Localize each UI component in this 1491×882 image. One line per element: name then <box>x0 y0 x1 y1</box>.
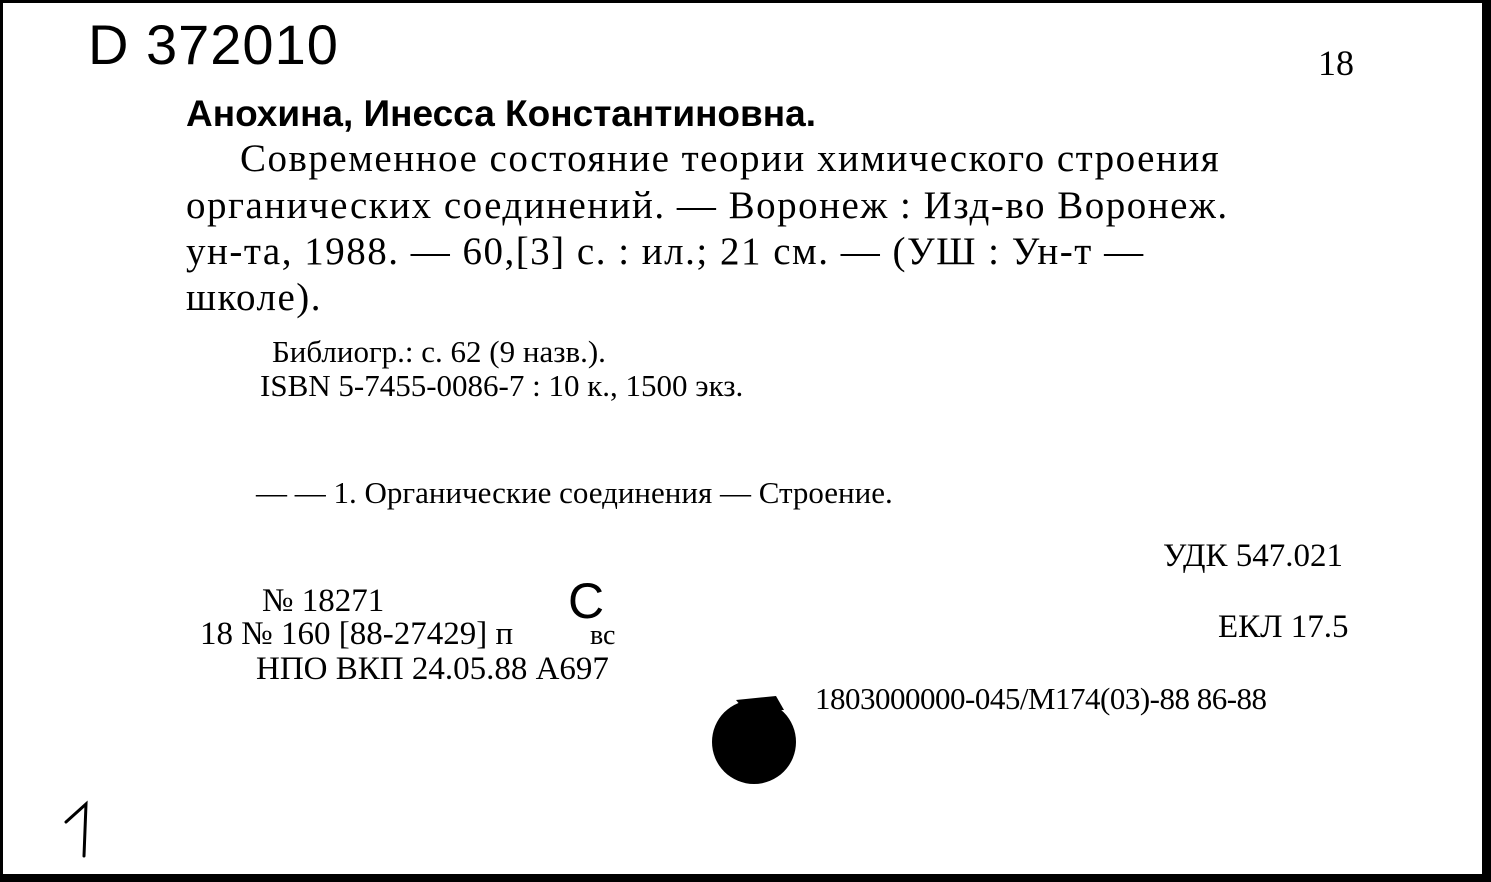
card-border-top <box>0 0 1491 3</box>
isbn-note: ISBN 5-7455-0086-7 : 10 к., 1500 экз. <box>260 368 744 403</box>
card-border-right <box>1482 0 1491 882</box>
accession-line-3: НПО ВКП 24.05.88 А697 <box>256 651 609 687</box>
udk-code: УДК 547.021 <box>1163 538 1344 574</box>
author-heading: Анохина, Инесса Константиновна. <box>186 93 816 134</box>
ink-blot-icon <box>706 690 802 784</box>
stamp-suffix: вс <box>590 620 616 651</box>
accession-line-1: № 18271 <box>262 583 385 619</box>
handwritten-mark-one <box>58 800 98 860</box>
catalog-code: 1803000000-045/М174(03)-88 86-88 <box>815 681 1267 716</box>
subject-heading: — — 1. Органические соединения — Строение. <box>256 475 893 510</box>
handwritten-call-number: D 372010 <box>88 13 339 76</box>
bibliography-note: Библиогр.: с. 62 (9 назв.). <box>272 334 606 369</box>
title-line-2: органических соединений. — Воронеж : Изд-во Воронеж. <box>186 184 1229 227</box>
title-line-3: ун-та, 1988. — 60,[3] с. : ил.; 21 см. — (УШ : Ун-т — <box>186 230 1145 273</box>
title-line-1: Современное состояние теории химического строения <box>240 137 1221 180</box>
ekl-code: ЕКЛ 17.5 <box>1218 609 1349 645</box>
card-border-bottom <box>0 874 1491 882</box>
title-line-4: школе). <box>186 276 322 319</box>
page-number: 18 <box>1318 43 1354 83</box>
accession-line-2: 18 № 160 [88-27429] п <box>200 616 514 652</box>
card-border-left <box>0 0 3 882</box>
stamp-letter: С <box>568 573 605 629</box>
